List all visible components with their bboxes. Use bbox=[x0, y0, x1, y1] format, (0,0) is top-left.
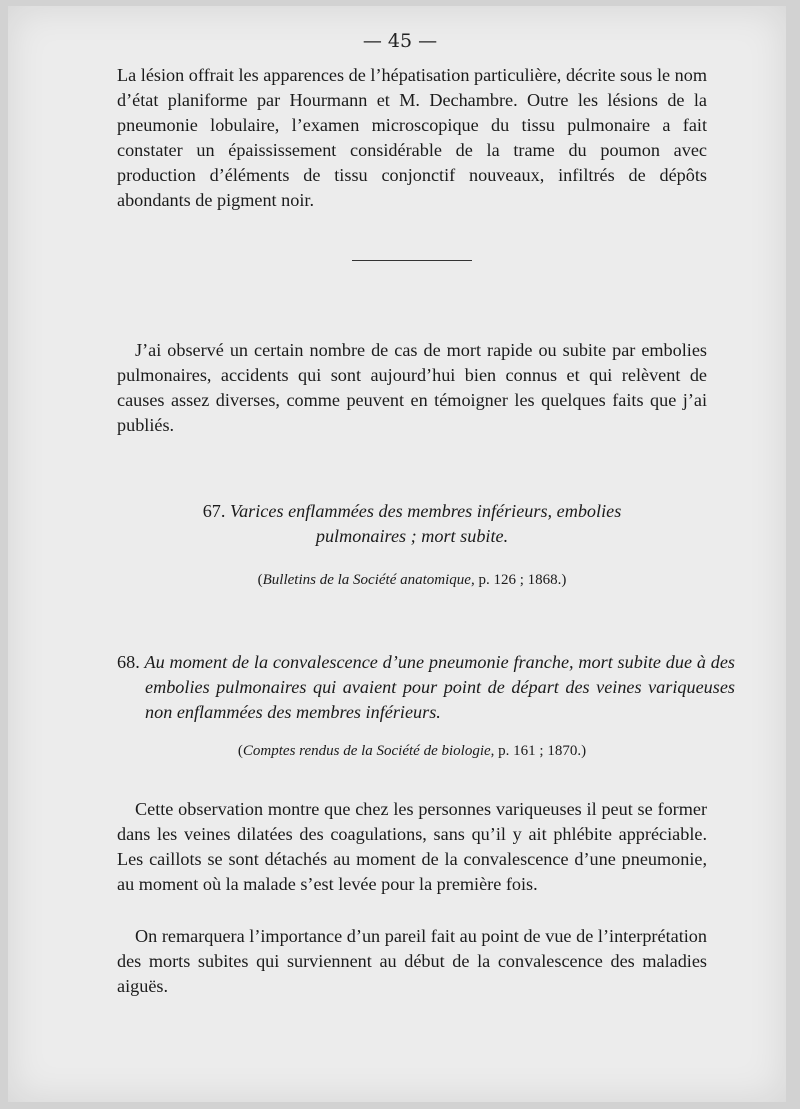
paragraph-observation: Cette observation montre que chez les personnes variqueuses il peut se former dans les veines dilatées des coagulations, sans qu’il y ait phlébite appréciable. Les caillots se sont détachés au moment de la convalescence d’une pneumonie, au moment où la malade s’est levée pour la première fois. bbox=[117, 799, 707, 894]
entry-number: 67. bbox=[202, 501, 226, 521]
citation-source: Bulletins de la Société anatomique bbox=[262, 572, 471, 588]
entry-title: Varices enflammées des membres inférieurs, embolies pulmonaires ; mort subite. bbox=[229, 501, 622, 546]
citation-67 bbox=[117, 570, 707, 590]
citation-details: , p. 161 ; 1870.) bbox=[490, 743, 587, 759]
paragraph-remarque: On remarquera l’importance d’un pareil fait au point de vue de l’interprétation des morts subites qui surviennent au début de la convalescence des maladies aiguës. bbox=[117, 926, 707, 996]
paragraph-embolies-intro: J’ai observé un certain nombre de cas de mort rapide ou subite par embolies pulmonaires, accidents qui sont aujourd’hui bien connus et qui relèvent de causes assez diverses, comme peuvent en témoigner les quelques faits que j’ai publiés. bbox=[117, 340, 707, 435]
section-divider bbox=[352, 260, 472, 261]
entry-68 bbox=[117, 650, 735, 725]
citation-open: ( bbox=[257, 572, 263, 588]
citation-open: ( bbox=[237, 743, 243, 759]
citation-source: Comptes rendus de la Société de biologie bbox=[242, 743, 491, 759]
citation-details: , p. 126 ; 1868.) bbox=[470, 572, 567, 588]
entry-number: 68. bbox=[117, 652, 140, 672]
page-number: — 45 — bbox=[362, 30, 438, 52]
citation-68 bbox=[117, 741, 707, 761]
paragraph-hepatisation: La lésion offrait les apparences de l’hépatisation particulière, décrite sous le nom d’état planiforme par Hourmann et M. Dechambre. Outre les lésions de la pneumonie lobulaire, l’examen microscopique du tissu pulmonaire a fait constater un épaississement considérable de la trame du poumon avec production d’éléments de tissu conjonctif nouveaux, infiltrés de dépôts abondants de pigment noir. bbox=[117, 65, 707, 210]
entry-67 bbox=[117, 499, 707, 549]
entry-title: Au moment de la convalescence d’une pneumonie franche, mort subite due à des embolies pulmonaires qui avaient pour point de départ des veines variqueuses non enflammées des membres inférieurs. bbox=[144, 652, 736, 722]
